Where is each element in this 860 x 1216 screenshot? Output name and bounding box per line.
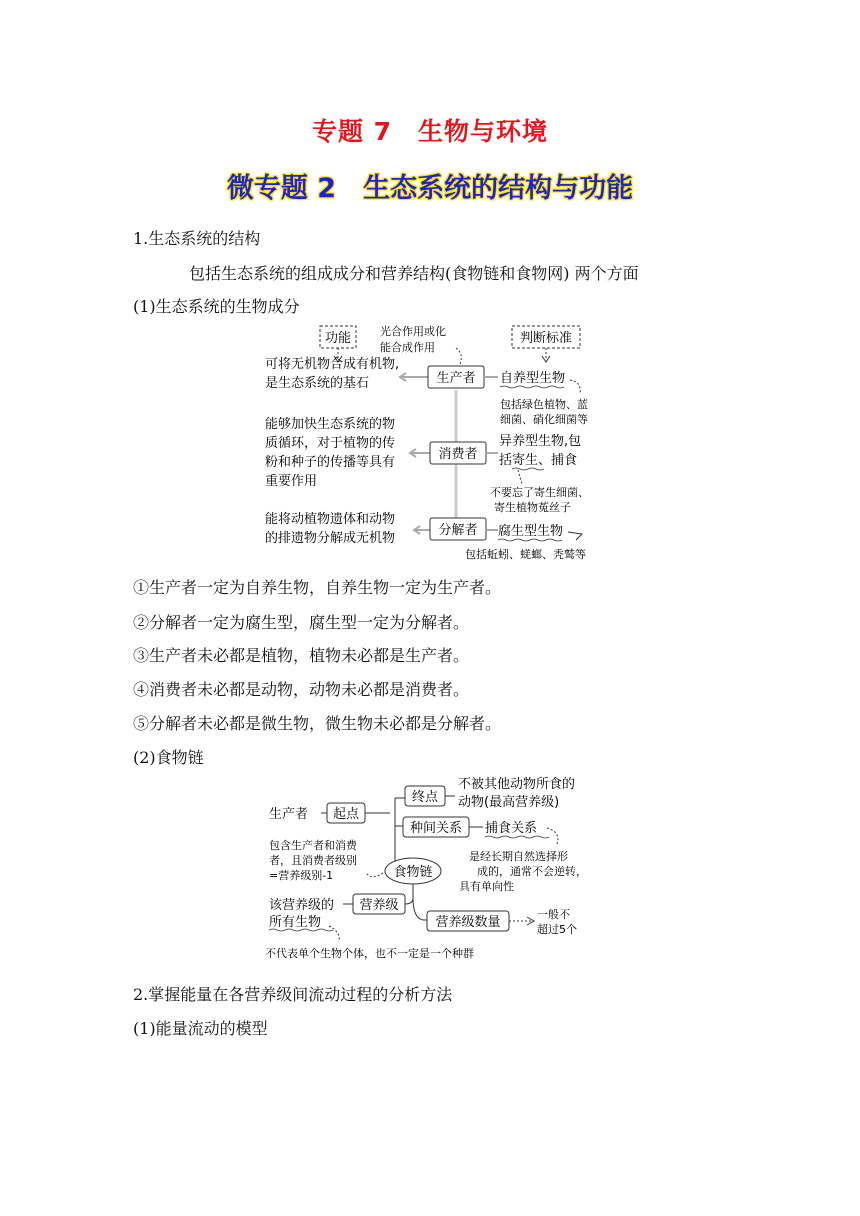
predation-note-1: 是经长期自然选择形 (469, 850, 568, 863)
level-count-label: 营养级数量 (435, 915, 501, 930)
statement-1: ①生产者一定为自养生物，自养生物一定为生产者。 (133, 578, 502, 597)
producer-examples-1: 包括绿色植物、蓝 (500, 398, 588, 411)
level-label: 营养级 (359, 898, 399, 913)
consumer-function-3: 粉和种子的传播等具有 (265, 455, 396, 470)
decomposer-criterion: 腐生型生物 (498, 524, 564, 539)
section-1-heading: 1.生态系统的结构 (133, 229, 261, 248)
food-chain-center-label: 食物链 (393, 865, 433, 880)
end-description-2: 动物(最高营养级) (458, 795, 560, 810)
section-2-heading: 2.掌握能量在各营养级间流动过程的分析方法 (133, 985, 453, 1004)
producer-examples-2: 细菌、硝化细菌等 (500, 413, 588, 426)
decomposer-examples: 包括蚯蚓、蜣螂、秃鹫等 (465, 548, 586, 561)
level-count-note-1: 一般不 (537, 908, 570, 921)
food-chain-diagram (255, 770, 605, 965)
consumer-function-4: 重要作用 (265, 474, 318, 489)
subtopic-title: 微专题 2 生态系统的结构与功能 (226, 173, 634, 204)
left-note-1: 包含生产者和消费 (269, 839, 357, 852)
producer-label: 生产者 (436, 371, 476, 386)
left-note-3: =营养级别-1 (269, 869, 334, 882)
consumer-criterion-1: 异养型生物,包 (499, 434, 582, 449)
function-label: 功能 (324, 331, 352, 346)
start-label: 起点 (332, 807, 360, 822)
left-note-2: 者，且消费者级别 (269, 854, 357, 867)
consumer-label: 消费者 (438, 447, 478, 462)
consumer-note-2: 寄生植物菟丝子 (494, 501, 571, 514)
statement-5: ⑤分解者未必都是微生物，微生物未必都是分解者。 (133, 714, 502, 733)
decomposer-function-2: 的排遗物分解成无机物 (265, 531, 396, 546)
consumer-note-1: 不要忘了寄生细菌、 (490, 486, 589, 499)
level-all-2: 所有生物 (269, 915, 322, 930)
producer-criterion: 自养型生物 (500, 371, 566, 386)
end-description-1: 不被其他动物所食的 (458, 777, 576, 792)
decomposer-label: 分解者 (438, 523, 478, 538)
section-2-sub-1: (1)能量流动的模型 (133, 1019, 268, 1038)
consumer-function-1: 能够加快生态系统的物 (265, 417, 396, 432)
food-chain-producer: 生产者 (269, 807, 309, 822)
decomposer-function-1: 能将动植物遗体和动物 (265, 512, 396, 527)
statement-3: ③生产者未必都是植物，植物未必都是生产者。 (133, 646, 470, 665)
criteria-label: 判断标准 (519, 331, 573, 346)
consumer-function-2: 质循环，对于植物的传 (265, 436, 396, 451)
end-label: 终点 (411, 790, 439, 805)
topic-title: 专题 7 生物与环境 (311, 117, 549, 146)
predation-note-3: 具有单向性 (459, 880, 514, 893)
statement-2: ②分解者一定为腐生型，腐生型一定为分解者。 (133, 613, 470, 632)
producer-mechanism-note-1: 光合作用或化 (380, 325, 446, 338)
producer-function-2: 是生态系统的基石 (265, 376, 370, 391)
producer-mechanism-note-2: 能合成作用 (380, 341, 435, 354)
section-1-intro: 包括生态系统的组成成分和营养结构(食物链和食物网) 两个方面 (189, 264, 639, 283)
level-count-note-2: 超过5个 (537, 923, 577, 936)
relation-label: 种间关系 (409, 821, 463, 836)
level-bottom-note: 不代表单个生物个体，也不一定是一个种群 (265, 947, 474, 960)
ecosystem-components-diagram (250, 320, 610, 565)
producer-function-1: 可将无机物合成有机物, (265, 357, 400, 372)
section-1-sub-2: (2)食物链 (133, 748, 204, 767)
statement-4: ④消费者未必都是动物，动物未必都是消费者。 (133, 680, 470, 699)
predation-note-2: 成的，通常不会逆转， (477, 865, 587, 878)
section-1-sub-1: (1)生态系统的生物成分 (133, 297, 300, 316)
consumer-criterion-2: 括寄生、捕食 (499, 453, 578, 468)
predation-label: 捕食关系 (485, 821, 538, 836)
level-all-1: 该营养级的 (269, 898, 335, 913)
